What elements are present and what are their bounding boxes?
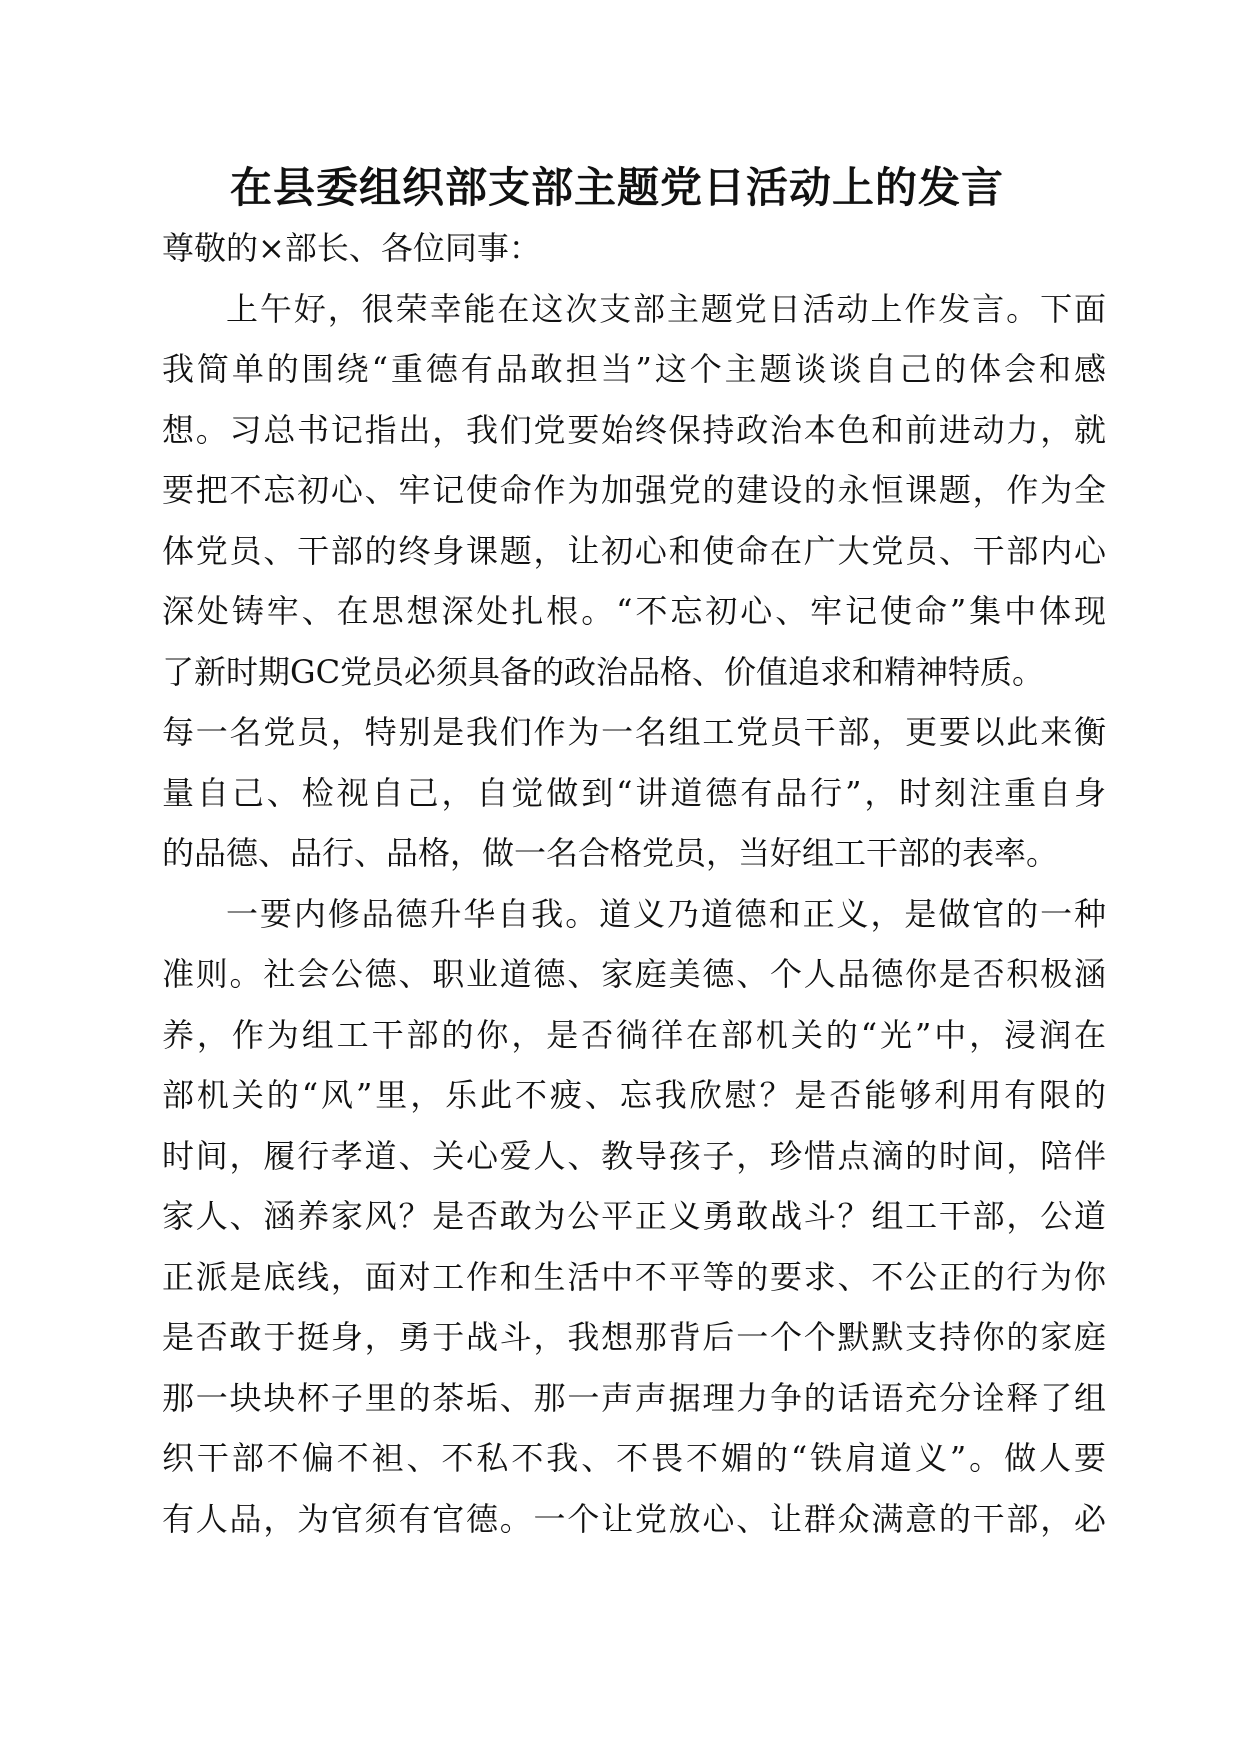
salutation-line: 尊敬的×部长、各位同事： [162, 229, 541, 267]
paragraph-line: 那一块块杯子里的茶垢、那一声声据理力争的话语充分诠释了组 [162, 1378, 1106, 1417]
document-body [162, 218, 1106, 1549]
paragraph-line: 是否敢于挺身，勇于战斗，我想那背后一个个默默支持你的家庭 [162, 1318, 1106, 1356]
paragraph-line: 时间，履行孝道、关心爱人、教导孩子，珍惜点滴的时间，陪伴 [162, 1136, 1106, 1175]
paragraph-line: 想。习总书记指出，我们党要始终保持政治本色和前进动力，就 [162, 410, 1106, 449]
paragraph-line: 养，作为组工干部的你，是否徜徉在部机关的“光”中，浸润在 [162, 1015, 1106, 1054]
paragraph-line: 每一名党员，特别是我们作为一名组工党员干部，更要以此来衡 [162, 713, 1106, 751]
paragraph-line: 体党员、干部的终身课题，让初心和使命在广大党员、干部内心 [162, 531, 1106, 570]
paragraph-line: 的品德、品行、品格，做一名合格党员，当好组工干部的表率。 [162, 834, 1059, 872]
paragraph-line: 织干部不偏不袒、不私不我、不畏不媚的“铁肩道义”。做人要 [162, 1439, 1106, 1477]
paragraph-line: 准则。社会公德、职业道德、家庭美德、个人品德你是否积极涵 [162, 955, 1106, 993]
paragraph-line: 了新时期GC党员必须具备的政治品格、价值追求和精神特质。 [162, 652, 1045, 691]
paragraph-line: 正派是底线，面对工作和生活中不平等的要求、不公正的行为你 [162, 1257, 1106, 1296]
paragraph-line: 要把不忘初心、牢记使命作为加强党的建设的永恒课题，作为全 [162, 471, 1106, 509]
paragraph-line: 深处铸牢、在思想深处扎根。“不忘初心、牢记使命”集中体现 [162, 592, 1106, 630]
document-title: 在县委组织部支部主题党日活动上的发言 [229, 163, 1004, 212]
paragraph-line: 一要内修品德升华自我。道义乃道德和正义，是做官的一种 [226, 894, 1106, 933]
paragraph-line: 量自己、检视自己，自觉做到“讲道德有品行”，时刻注重自身 [162, 773, 1106, 812]
paragraph-line: 部机关的“风”里，乐此不疲、忘我欣慰？是否能够利用有限的 [162, 1076, 1106, 1114]
paragraph-line: 有人品，为官须有官德。一个让党放心、让群众满意的干部，必 [162, 1499, 1106, 1538]
paragraph-line: 家人、涵养家风？是否敢为公平正义勇敢战斗？组工干部，公道 [162, 1197, 1106, 1235]
paragraph-line: 上午好，很荣幸能在这次支部主题党日活动上作发言。下面 [226, 289, 1106, 328]
paragraph-line: 我简单的围绕“重德有品敢担当”这个主题谈谈自己的体会和感 [162, 350, 1106, 388]
